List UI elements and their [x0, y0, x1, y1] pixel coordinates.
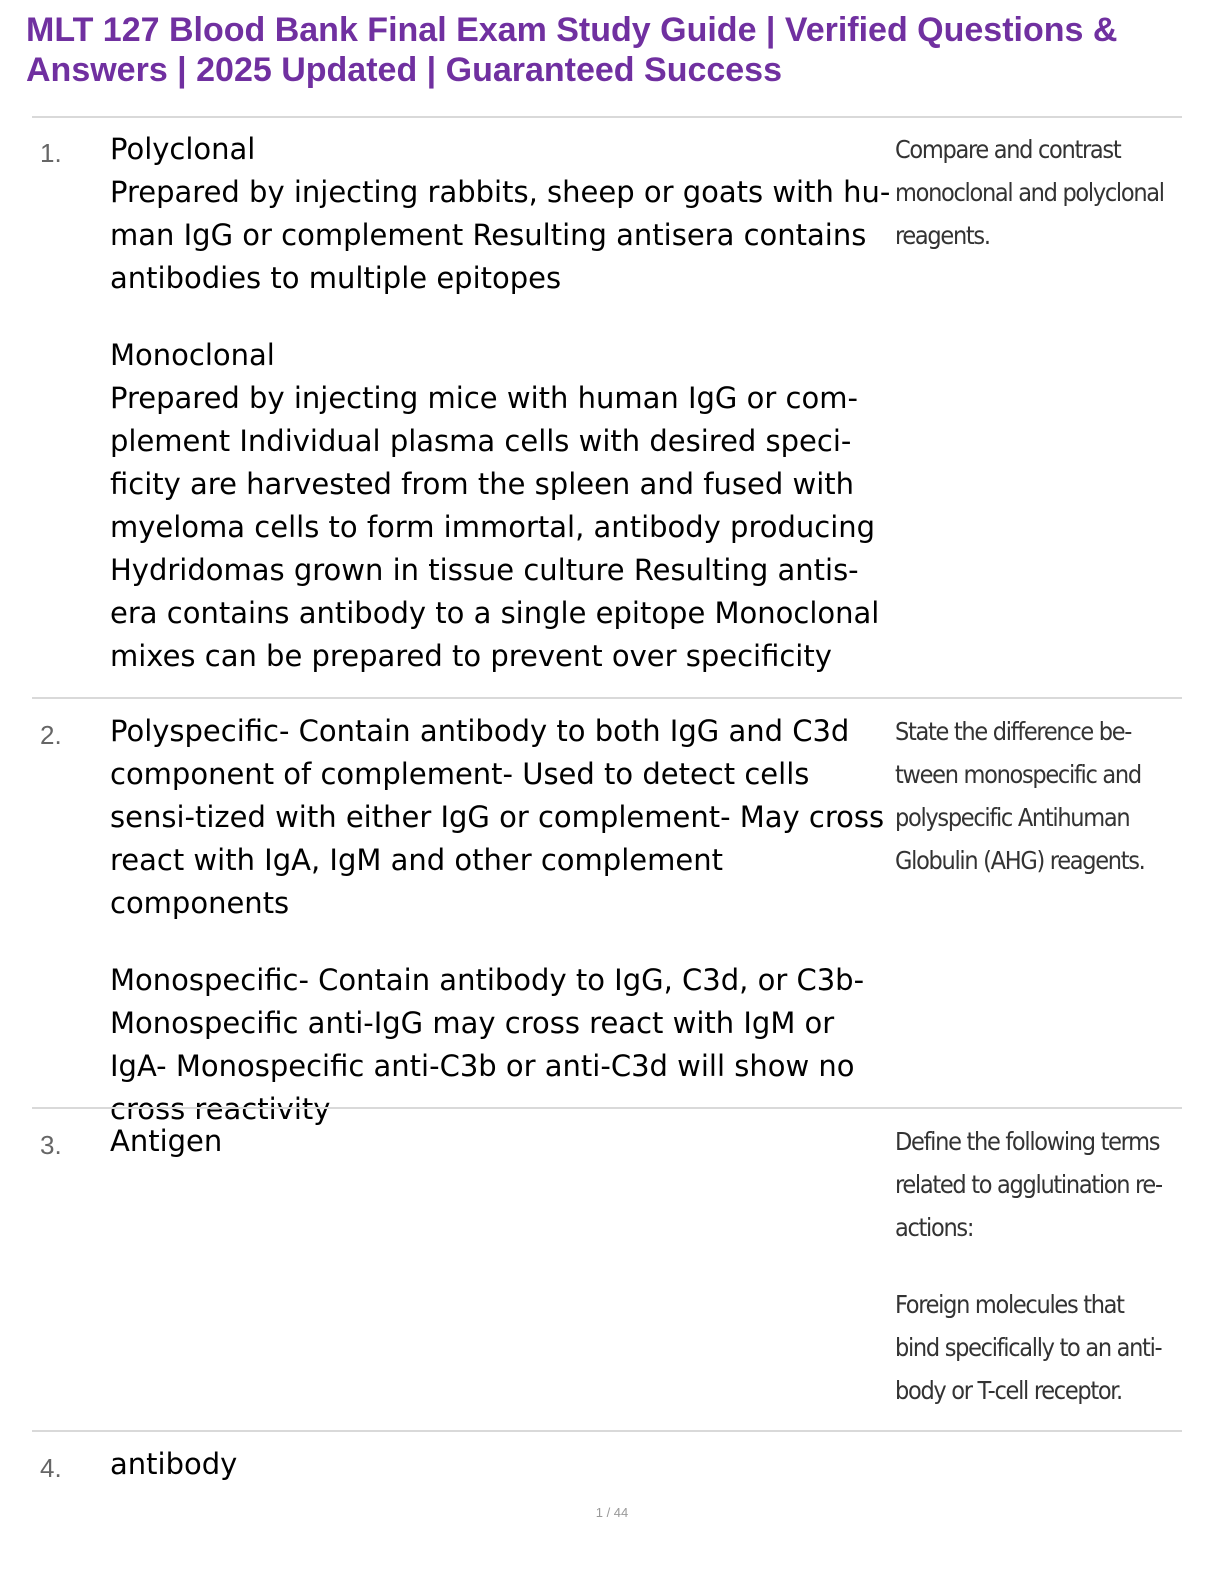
answer-paragraph: Monospecific- Contain antibody to IgG, C3d, or C3b- Monospecific anti-IgG may cross react with IgM or IgA- Monospecific anti-C3b or anti-C3d will show no cross reactivity [110, 963, 865, 1126]
answer-heading: Polyclonal [110, 132, 256, 166]
answer-heading: antibody [110, 1447, 238, 1481]
divider [32, 697, 1182, 699]
divider [32, 1107, 1182, 1109]
answer-text [110, 710, 895, 1131]
question-paragraph: Foreign molecules that bind specifically to an anti-body or T-cell receptor. [895, 1290, 1162, 1405]
answer-paragraph: Prepared by injecting mice with human IgG or com-plement Individual plasma cells with desired speci-ficity are harvested from the spleen and fused with myeloma cells to form immortal, antibody producing Hydridomas grown in tissue culture Resulting antis-era contains antibody to a single epitope Monoclonal mixes can be prepared to prevent over specificity [110, 381, 880, 673]
question-paragraph: State the difference be-tween monospecific and polyspecific Antihuman Globulin (AHG) reagents. [895, 717, 1145, 875]
answer-text [110, 1443, 895, 1486]
divider [32, 116, 1182, 118]
item-number: 3. [40, 1130, 62, 1160]
answer-paragraph: Polyspecific- Contain antibody to both IgG and C3d component of complement- Used to detect cells sensi-tized with either IgG or complement- May cross react with IgA, IgM and other complement components [110, 714, 885, 920]
document-title: MLT 127 Blood Bank Final Exam Study Guide | Verified Questions & Answers | 2025 Updated | Guaranteed Success [26, 11, 1118, 89]
answer-text [110, 1120, 895, 1163]
item-number: 4. [40, 1453, 62, 1483]
answer-heading: Antigen [110, 1124, 223, 1158]
answer-paragraph: Prepared by injecting rabbits, sheep or goats with hu-man IgG or complement Resulting antisera contains antibodies to multiple epitopes [110, 175, 891, 295]
item-number: 1. [40, 138, 62, 168]
question-text [895, 128, 1170, 257]
answer-text [110, 128, 895, 678]
divider [32, 1430, 1182, 1432]
question-text [895, 710, 1170, 882]
question-text [895, 1120, 1170, 1412]
item-number: 2. [40, 720, 62, 750]
question-paragraph: Compare and contrast monoclonal and polyclonal reagents. [895, 135, 1164, 250]
answer-heading: Monoclonal [110, 338, 275, 372]
page-number: 1 / 44 [595, 1505, 629, 1520]
question-paragraph: Define the following terms related to agglutination re-actions: [895, 1127, 1162, 1242]
